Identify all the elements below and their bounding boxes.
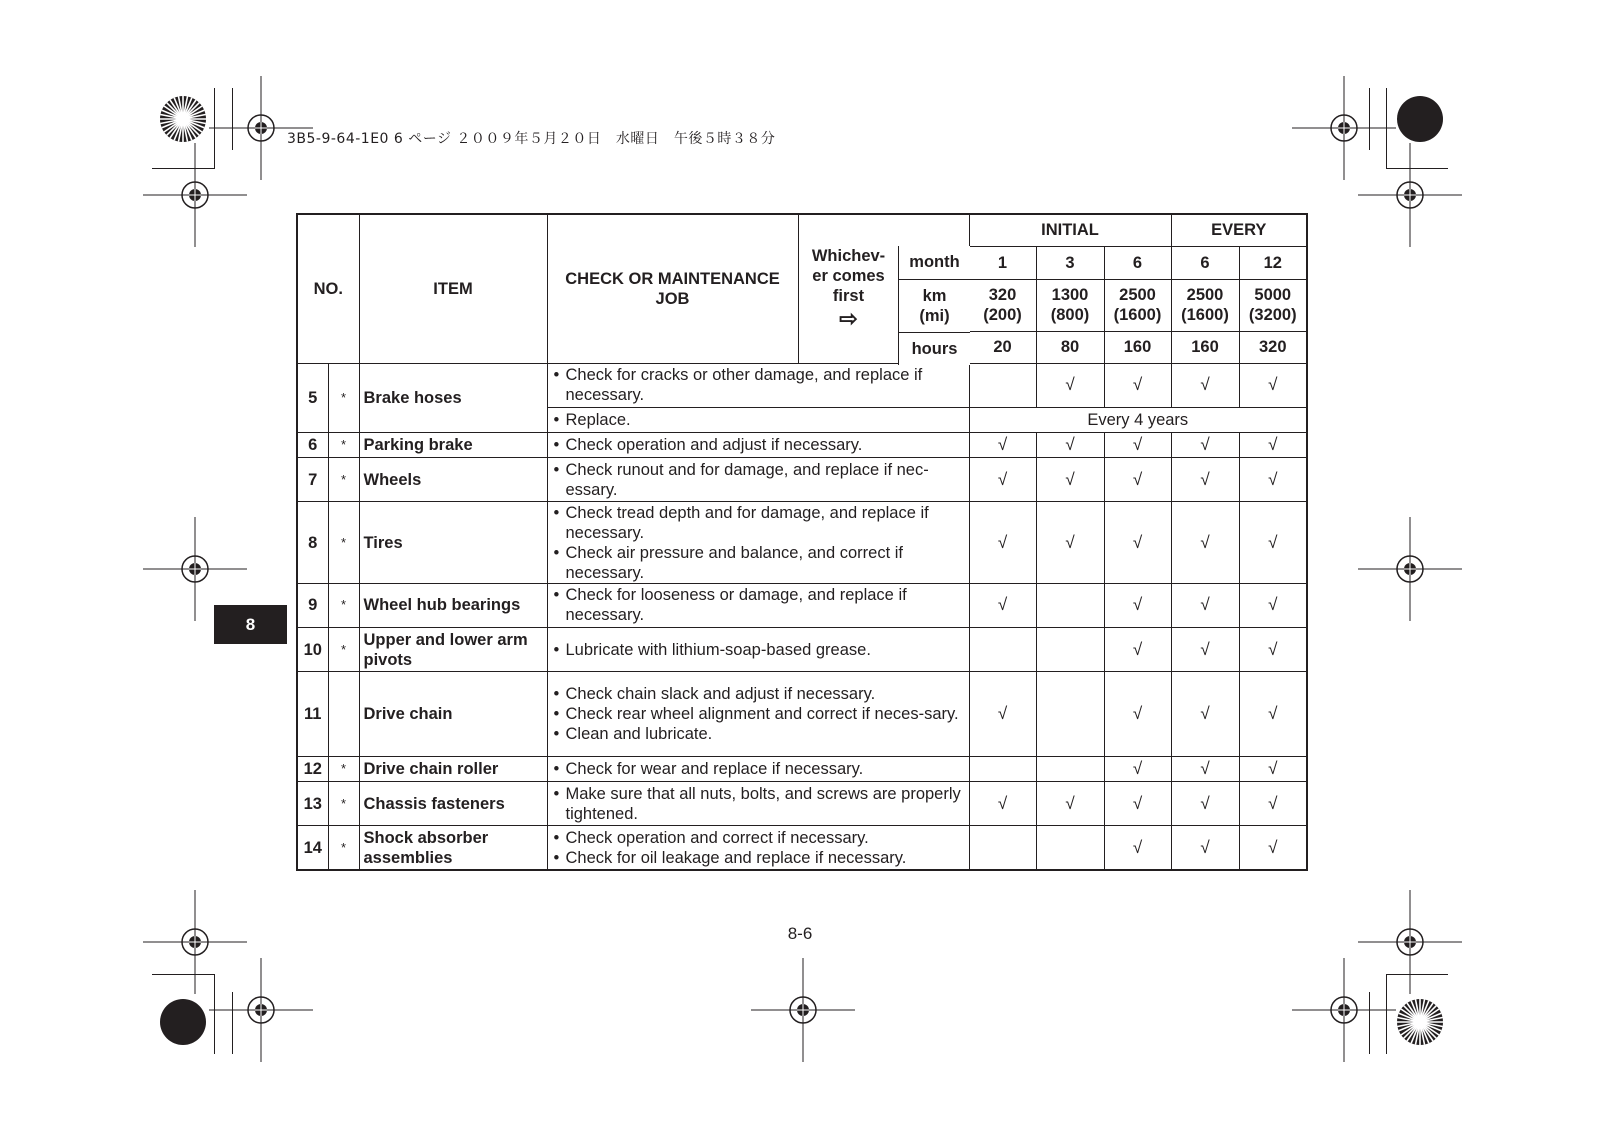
hours-value: 160 <box>1171 331 1239 363</box>
header-whichever-line: Whichev- <box>811 246 886 265</box>
check-mark: √ <box>1239 432 1307 457</box>
header-whichever-line: er comes <box>812 266 885 285</box>
row-star: * <box>328 458 359 502</box>
months-value: 12 <box>1239 246 1307 279</box>
check-mark <box>1036 583 1104 627</box>
header-item: ITEM <box>359 214 547 363</box>
check-mark: √ <box>1104 363 1171 407</box>
check-mark: √ <box>1171 781 1239 825</box>
table-row <box>297 363 1307 407</box>
job-text: • Check for looseness or damage, and replace if necessary. <box>552 585 965 625</box>
job-cell <box>547 458 969 502</box>
row-number: 12 <box>297 756 328 781</box>
job-text: • Check for wear and replace if necessary. <box>552 759 965 779</box>
check-mark: √ <box>1171 583 1239 627</box>
check-mark: √ <box>1239 781 1307 825</box>
check-mark: √ <box>1239 756 1307 781</box>
job-text: • Clean and lubricate. <box>552 724 965 744</box>
row-star: * <box>328 502 359 583</box>
km: 2500 <box>1186 286 1224 304</box>
job-cell <box>547 756 969 781</box>
mi: (1600) <box>1181 306 1229 324</box>
check-mark: √ <box>1036 781 1104 825</box>
row-star: * <box>328 826 359 870</box>
row-number: 13 <box>297 781 328 825</box>
check-mark: √ <box>1036 502 1104 583</box>
check-mark: √ <box>969 583 1036 627</box>
km: 320 <box>988 286 1017 304</box>
row-item: Drive chain roller <box>359 756 547 781</box>
job-cell <box>547 432 969 457</box>
check-mark: √ <box>1239 363 1307 407</box>
table-row <box>297 628 1307 672</box>
hours-value: 160 <box>1104 331 1171 363</box>
header-no: NO. <box>297 214 359 363</box>
km-value <box>1239 279 1307 331</box>
check-mark: √ <box>1104 756 1171 781</box>
hours-value: 20 <box>969 331 1036 363</box>
mi: (1600) <box>1113 306 1162 324</box>
starburst-target-icon <box>1395 997 1445 1047</box>
check-mark: √ <box>1171 756 1239 781</box>
table-row <box>297 458 1307 502</box>
chapter-tab: 8 <box>214 605 287 644</box>
job-text: • Check runout and for damage, and replace if nec-essary. <box>552 460 965 500</box>
row-number: 8 <box>297 502 328 583</box>
row-number: 9 <box>297 583 328 627</box>
check-mark <box>1036 756 1104 781</box>
check-mark: √ <box>1036 432 1104 457</box>
job-cell <box>547 363 969 407</box>
check-mark <box>1036 826 1104 870</box>
table-row <box>297 672 1307 757</box>
job-text: • Check tread depth and for damage, and replace if necessary. <box>552 503 965 543</box>
job-text: • Replace. <box>552 410 965 430</box>
print-header: 3B5-9-64-1E0 6 ページ ２００９年５月２０日 水曜日 午後５時３８分 <box>287 131 776 147</box>
check-mark: √ <box>1104 502 1171 583</box>
row-star: * <box>328 781 359 825</box>
check-mark: √ <box>1171 458 1239 502</box>
mi: (3200) <box>1248 306 1297 324</box>
registration-mark-icon <box>1358 143 1462 247</box>
job-cell <box>547 781 969 825</box>
check-mark: √ <box>969 672 1036 757</box>
header-initial: INITIAL <box>969 214 1171 246</box>
row-star: * <box>328 583 359 627</box>
row-number: 10 <box>297 628 328 672</box>
job-text: • Check operation and adjust if necessary. <box>552 435 965 455</box>
replace-interval: Every 4 years <box>969 407 1307 432</box>
months-value: 3 <box>1036 246 1104 279</box>
km: 1300 <box>1051 286 1089 304</box>
row-item: Shock absorber assemblies <box>359 826 547 870</box>
job-cell <box>547 826 969 870</box>
table-row <box>297 502 1307 583</box>
table-row <box>297 826 1307 870</box>
job-cell <box>547 583 969 627</box>
solid-target-icon <box>158 997 208 1047</box>
table-row <box>297 756 1307 781</box>
check-mark: √ <box>1104 826 1171 870</box>
row-number: 6 <box>297 432 328 457</box>
check-mark <box>1036 672 1104 757</box>
km-value <box>969 279 1036 331</box>
check-mark: √ <box>1239 826 1307 870</box>
row-number: 14 <box>297 826 328 870</box>
km-value <box>1171 279 1239 331</box>
registration-mark-icon <box>143 143 247 247</box>
maintenance-schedule-table <box>296 213 1308 871</box>
check-mark: √ <box>1036 458 1104 502</box>
hours-value: 80 <box>1036 331 1104 363</box>
months-value: 1 <box>969 246 1036 279</box>
km: 5000 <box>1254 286 1292 304</box>
table-row <box>297 432 1307 457</box>
solid-target-icon <box>1395 94 1445 144</box>
check-mark: √ <box>1104 583 1171 627</box>
registration-mark-icon <box>209 958 313 1062</box>
job-cell <box>547 502 969 583</box>
job-cell <box>547 407 969 432</box>
check-mark: √ <box>1104 781 1171 825</box>
row-item: Wheel hub bearings <box>359 583 547 627</box>
row-star: * <box>328 432 359 457</box>
row-item: Wheels <box>359 458 547 502</box>
km: 2500 <box>1119 286 1156 304</box>
month-label: month <box>898 246 970 280</box>
check-mark <box>969 363 1036 407</box>
row-number: 7 <box>297 458 328 502</box>
row-star: * <box>328 628 359 672</box>
check-mark: √ <box>1239 502 1307 583</box>
row-item: Parking brake <box>359 432 547 457</box>
row-number: 5 <box>297 363 328 432</box>
check-mark: √ <box>1104 432 1171 457</box>
check-mark <box>969 826 1036 870</box>
row-star: * <box>328 363 359 432</box>
header-job: CHECK OR MAINTENANCE JOB <box>547 214 798 363</box>
check-mark: √ <box>969 781 1036 825</box>
km-value <box>1036 279 1104 331</box>
mi: (800) <box>1050 306 1090 324</box>
table-body <box>297 363 1307 870</box>
km-label <box>898 280 970 333</box>
job-text: • Check operation and correct if necessary. <box>552 828 965 848</box>
header-whichever-line: first <box>832 286 865 305</box>
check-mark: √ <box>1104 458 1171 502</box>
job-text: • Lubricate with lithium-soap-based grease. <box>552 640 965 660</box>
check-mark: √ <box>1036 363 1104 407</box>
check-mark <box>969 756 1036 781</box>
check-mark <box>1036 628 1104 672</box>
check-mark: √ <box>1171 826 1239 870</box>
job-text: • Check for oil leakage and replace if necessary. <box>552 848 965 868</box>
registration-mark-icon <box>1358 517 1462 621</box>
arrow-right-icon: ⇨ <box>839 305 858 331</box>
mi: (200) <box>983 306 1022 324</box>
row-star: * <box>328 756 359 781</box>
header-every: EVERY <box>1171 214 1307 246</box>
check-mark: √ <box>969 458 1036 502</box>
row-item: Upper and lower arm pivots <box>359 628 547 672</box>
table-row <box>297 583 1307 627</box>
km-value <box>1104 279 1171 331</box>
job-text: • Check air pressure and balance, and correct if necessary. <box>552 543 965 583</box>
check-mark: √ <box>1171 363 1239 407</box>
check-mark: √ <box>1171 672 1239 757</box>
hours-value: 320 <box>1239 331 1307 363</box>
months-value: 6 <box>1104 246 1171 279</box>
row-item: Brake hoses <box>359 363 547 432</box>
job-text: • Check chain slack and adjust if necessary. <box>552 684 965 704</box>
check-mark <box>969 628 1036 672</box>
job-cell <box>547 628 969 672</box>
check-mark: √ <box>1171 432 1239 457</box>
job-text: • Make sure that all nuts, bolts, and screws are properly tightened. <box>552 784 965 824</box>
row-star <box>328 672 359 757</box>
check-mark: √ <box>1171 628 1239 672</box>
check-mark: √ <box>1239 672 1307 757</box>
check-mark: √ <box>969 432 1036 457</box>
check-mark: √ <box>969 502 1036 583</box>
row-item: Tires <box>359 502 547 583</box>
hours-label: hours <box>898 333 970 365</box>
table-row <box>297 781 1307 825</box>
page-number: 8-6 <box>787 924 813 943</box>
job-text: • Check rear wheel alignment and correct if neces-sary. <box>552 704 965 724</box>
job-text: • Check for cracks or other damage, and replace if necessary. <box>552 365 965 405</box>
km-label-text: km <box>922 287 947 305</box>
check-mark: √ <box>1239 583 1307 627</box>
starburst-target-icon <box>158 94 208 144</box>
check-mark: √ <box>1239 628 1307 672</box>
check-mark: √ <box>1239 458 1307 502</box>
mi-label-text: (mi) <box>919 307 950 325</box>
check-mark: √ <box>1171 502 1239 583</box>
months-value: 6 <box>1171 246 1239 279</box>
job-cell <box>547 672 969 757</box>
row-item: Chassis fasteners <box>359 781 547 825</box>
check-mark: √ <box>1104 628 1171 672</box>
registration-mark-icon <box>1292 958 1396 1062</box>
check-mark: √ <box>1104 672 1171 757</box>
row-item: Drive chain <box>359 672 547 757</box>
registration-mark-icon <box>751 958 855 1062</box>
row-number: 11 <box>297 672 328 757</box>
